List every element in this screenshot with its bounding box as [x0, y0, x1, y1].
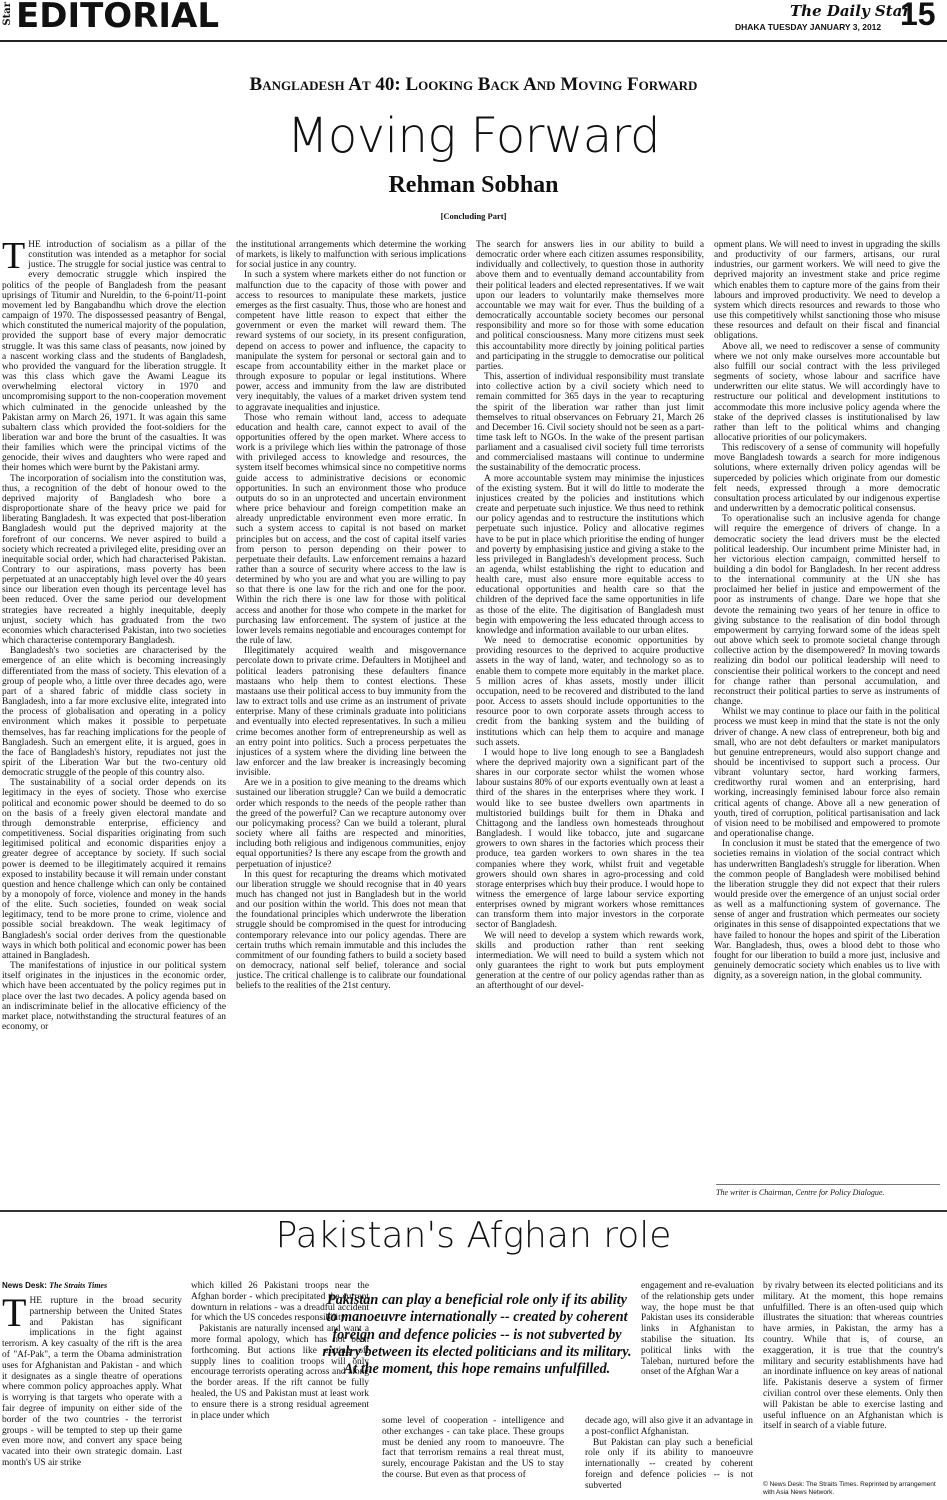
paragraph: the institutional arrangements which determine the working of markets, is likely to malfunction with serious implications for social justice in any country. — [236, 240, 466, 271]
paragraph: The search for answers lies in our ability to build a democratic order where each citizen assumes responsibility, individually and collectively, to question those in authority above them and to eventually demand accountability from their political leaders and elected representatives. If we wait upon our leaders to voluntarily make themselves more accountable we may wait for ever. Thus the building of a democratically accountable society becomes our personal responsibility and more so for those with some education and political consciousness. Many more citizens must seek this accountability more directly by joining political parties and participating in the struggle to democratise our political parties. — [476, 240, 704, 372]
paragraph: Whilst we may continue to place our faith in the political process we must keep in mind that the state is not the only driver of change. A new class of entrepreneur, both big and small, who are not debt defaulters or market manipulators but genuine entrepreneurs, would also support change and should be incentivised to support such a process. Our vibrant voluntary sector, hard working farmers, creditworthy rural women and an enterprising, hard working, increasingly feminised labour force also remain critical agents of change. Above all a new generation of youth, tired of corruption, political partisanisation and lack of vision need to be mobilised and empowered to promote and operationalise change. — [714, 707, 940, 840]
article-column-1 — [2, 240, 226, 1205]
series-kicker: Bangladesh At 40: Looking Back And Moving Forward — [249, 74, 698, 95]
paragraph: Those who remain without land, access to adequate education and health care, cannot expect to avail of the opportunities offered by the open market. Where access to work is a privilege which lies within the patronage of those with privileged access to knowledge and resources, the system itself becomes whimsical since no competitive norms guide access to administrative decisions or economic opportunities. In such an environment those who produce outputs do so in an unprotected and uncertain environment where price behaviour and foreign competition make an already unpredictable environment even more erratic. In such a system access to capital is not based on market principles but on access, and the cost of capital itself varies from person to person depending on their power to perpetuate their defaults. Law enforcement remains a hazard rather than a source of security where access to the law is determined by who you are and what you are willing to pay so that there is one law for the rich and one for the poor. Within the rich there is one law for those with political access and another for those who compete in the market for purchasing law enforcement. The system of justice at the lower levels remains negotiable and encourages contempt for the rule of law. — [236, 412, 466, 647]
paragraph: This rediscovery of a sense of community will hopefully move Bangladesh towards a search for more indigenous solutions, where externally driven policy agendas will be superceded by policies which originate from our domestic felt needs, expressed through a more democratic consultation process articulated by our indigenous expertise and underwritten by a democratic political consensus. — [714, 443, 940, 515]
desk-source: The Straits Times — [49, 1281, 108, 1290]
paragraph: This, assertion of individual responsibility must translate into collective action by a civil society which need to remain committed for 365 days in the year to recapturing the spirit of the liberation war rather than just limit themselves to ritual observances on February 21, March 26 and December 16. Civil society should not be seen as a part-time task left to NGOs. In the wake of the present partisan parliament and a casualised civil society full time terrorists and commercialised mastaans will continue to undermine the sustainability of the democratic process. — [476, 372, 704, 474]
paragraph: Illegitimately acquired wealth and misgovernance percolate down to private crime. Defaulters in Motijheel and political leaders patronising these defaulters finance mastaans who help them to contest elections. These mastaans use their political access to buy immunity from the law to extract tolls and use crime as an instrument of private enterprise. Many of these criminals graduate into politicians and eventually into elected representatives. In such a milieu crime becomes another form of entrepreneurship as well as an entry point into politics. Such a process perpetuates the injustices of a system where the dividing line between the law enforcer and the law breaker is increasingly becoming invisible. — [236, 646, 466, 779]
newspaper-name: The Daily Star — [790, 2, 911, 20]
paragraph: HE introduction of socialism as a pillar of the constitution was intended as a metaphor for social justice. The struggle for social justice was central to every democratic struggle which inspired the politics of the people of Bangladesh from the peasant uprisings of Titumir and Nureldin, to the 6-point/11-point movement led by Bangabandhu which drove the election campaign of 1970. The dispossessed peasantry of Bengal, which constituted the numerical majority of the population, provided the support base of every major democratic struggle. It was this same class of peasants, now joined by a nascent working class and the students of Bangladesh, who provided the vanguard for the liberation struggle. It was this class which gave the Awami League its overwhelming electoral victory in 1970 and uncompromising support to the non-cooperation movement which culminated in the genocide unleashed by the Pakistan army on March 26, 1971. It was again this same subaltern class which provided the foot-soldiers for the liberation war and bore the brunt of the casualties. It was their families which were the principal victims of the genocide, their wives and daughters who were raped and their homes which were burnt by the Pakistani army. — [2, 240, 226, 474]
paragraph: engagement and re-evaluation of the relationship gets under way, the hope must be that Pakistan uses its considerable links in Afghanistan to stabilise the situation. Its political links with the Taleban, nurtured before the onset of the Afghan War a — [641, 1281, 754, 1378]
article-headline: Moving Forward — [286, 108, 661, 164]
paragraph: The sustainability of a social order depends on its legitimacy in the eyes of society. Those who exercise political and economic power should be deemed to do so on the basis of a freely given electoral mandate and through demonstrable enterprise, efficiency and competitiveness. Social disparities originating from such legitimised political and economic disparities enjoy a greater degree of acceptance by society. If such social power is deemed to be illegitimately acquired it remains exposed to instability because it will remain under constant question and hence challenge which can only be contained by a monopoly of force, violence and money in the hands of the elite. Such societies, founded on weak social legitimacy, tend to be more prone to crime, violence and possible social breakdown. The weak legitimacy of Bangladesh's social order derives from the questionable ways in which both political and economic power has been attained in Bangladesh. — [2, 778, 226, 961]
article2-column-4 — [585, 1416, 753, 1500]
article2-column-3 — [382, 1416, 564, 1500]
paragraph: Pakistanis are naturally incensed and want a more formal apology, which has not been forthcoming. But actions like cutting off supply lines to coalition troops will only encourage terrorists operating across and along the border areas. If the rift cannot be fully healed, the US and Pakistan must at least work to ensure there is a strong residual agreement in place under which — [191, 1324, 369, 1421]
paragraph: In this quest for recapturing the dreams which motivated our liberation struggle we should recognise that in 40 years much has changed not just in Bangladesh but in the world and our position within the world. This does not mean that the foundational principles which underwrote the liberation struggle should be compromised in the quest for introducing contemporary relevance into our policy agendas. There are certain truths which remain immutable and this includes the commitment of our founding fathers to build a society based on democracy, national self belief, tolerance and social justice. The critical challenge is to calibrate our foundational beliefs to the realities of the 21st century. — [236, 869, 466, 992]
paragraph: In such a system where markets either do not function or malfunction due to the capacity of those with power and access to resources to manipulate these markets, justice emerges as the first casualty. Thus, those who are honest and competent have little reason to expect that either the government or even the market will reward them. The reward systems of our society, in its present configuration, depend on access to power and influence, the capacity to manipulate the system for personal or sectoral gain and to escape from accountability either in the market place or through exposure to popular or legal institutions. Where power, access and immunity from the law are distributed very inequitably, the values of a market driven system tend to aggravate inequalities and injustice. — [236, 270, 466, 413]
paragraph: which killed 26 Pakistani troops near the Afghan border - which precipitated the current downturn in relations - was a dreadful accident for which the US concedes responsibility. — [191, 1281, 369, 1324]
paragraph: I would hope to live long enough to see a Bangladesh where the deprived majority own a significant part of the shares in our corporate sector whilst the women whose labour sustains 80% of our exports eventually own at least a third of the shares in the enterprises where they work. I would like to see bustee dwellers own apartments in multistoried buildings built for them in Dhaka and Chittagong and the landless own homesteads throughout Bangladesh. I would like tobacco, jute and sugarcane growers to own shares in the factories which process their produce, tea garden workers to own shares in the tea companies where they work, whilst fruit and vegetable growers should own shares in agro-processing and cold storage enterprises which buy their produce. I would hope to witness the emergence of large labour service exporting enterprises owned by migrant workers whose remittances can transform them into major investors in the corporate sector of Bangladesh. — [476, 747, 704, 931]
paragraph: In conclusion it must be stated that the emergence of two societies remains in violation of the social contract which has underwritten Bangladesh's struggle for liberation. When the common people of Bangladesh were mobilised behind the liberation struggle they did not expect that their rulers would preside over the emergence of an unjust social order as well as a malfunctioning system of governance. The sense of anger and frustration which permeates our society originates in this sense of disappointed expectations that we have failed to honour the hopes and spirit of the Liberation War. Bangladesh, thus, owes a blood debt to those who fought for our liberation to build a more just, inclusive and genuinely democratic society which enables us to live with dignity, as a sovereign nation, in the global community. — [714, 839, 940, 982]
article-column-4 — [714, 240, 940, 1178]
paragraph: The incorporation of socialism into the constitution was, thus, a recognition of the debt of honour owed to the deprived majority of Bangladesh who bore a disproportionate share of the heavy price we paid for liberating Bangladesh. It was expected that post-liberation Bangladesh would put the deprived majority at the forefront of our concerns. We never aspired to build a society which recreated a privileged elite, presiding over an inequitable social order, which had characterised Pakistan. Contrary to our aspirations, mass poverty has been perpetuated at an unacceptably high level over the 40 years since our liberation even though its percentage level has been reduced. Over the same period our development strategies have recreated a highly inequitable, deeply unjust, society which has graduated from the two economies which characterised Pakistan, into two societies which characterise contemporary Bangladesh. — [2, 473, 226, 647]
paragraph: opment plans. We will need to invest in upgrading the skills and productivity of our farmers, artisans, our rural industries, our garment workers. We will need to give the deprived majority an investment stake and price regime which enables them to capture more of the gains from their labours and improved productivity. We need to develop a system which directs resources and rewards to those who use this competitively whilst sanctioning those who misuse these resources and default on their fiscal and financial obligations. — [714, 240, 940, 342]
paragraph: A more accountable system may minimise the injustices of the existing system. But it will do little to moderate the injustices created by the policies and institutions which create and perpetuate such injustice. We thus need to rethink our policy agendas and to restructure the institutions which perpetuate such injustice. Policy and allocative regimes have to be put in place which prioritise the ending of hunger and poverty by emphasising justice and giving a stake to the less privileged in Bangladesh's development process. Such an agenda, whilst establishing the right to education and health care, must also ensure more equitable access to educational opportunities and health care so that the children of the deprived face the same opportunities in life as those of the elite. The digitisation of Bangladesh must begin with empowering the less educated through access to knowledge and information available to our urban elites. — [476, 473, 704, 636]
star-tag: Star — [2, 2, 13, 26]
paragraph: some level of cooperation - intelligence and other exchanges - can take place. These groups must be denied any room to manoeuvre. The fact that terrorism remains a real threat must, surely, encourage Pakistan and the US to stay the course. But even as that process of — [382, 1416, 564, 1480]
article2-column-4-top — [641, 1281, 754, 1416]
author-note: The writer is Chairman, Centre for Policy Dialogue. — [716, 1184, 940, 1197]
paragraph: We need to democratise economic opportunities by providing resources to the deprived to acquire productive assets in the way of land, water, and technology so as to enable them to compete more equitably in the market place. 5 million acres of khas assets, mostly under illicit occupation, need to be recovered and distributed to the land poor. Access to assets should include opportunities to the resource poor to own corporate assets through access to credit from the banking system and the building of institutions which can help them to acquire and manage such assets. — [476, 636, 704, 748]
drop-cap-2: T — [2, 1296, 27, 1335]
paragraph: To operationalise such an inclusive agenda for change will require the emergence of drivers of change. In a democratic society the lead drivers must be the elected political leadership. Our incumbent prime Minister had, in her victorious election campaign, committed herself to building a din bodol for Bangladesh. In her recent address to the international community at the UN she has proclaimed her belief in justice and empowerment of the poor as instruments of change. Dare we hope that she devote the remaining two years of her tenure in office to giving substance to the realisation of din bodol through empowerment by carrying forward some of the ideas spelt out above which seek to promote societal change through collective action by the disempowered? In moving towards realizing din bodol our political leadership will need to conscientise their political workers to the concept and need for change rather than personal accumulation, and reconstruct their political parties to serve as instruments of change. — [714, 514, 940, 708]
article2-column-1 — [2, 1296, 182, 1499]
paragraph: We will need to develop a system which rewards work, skills and production rather than rent seeking intermediation. We will need to build a system which not only guarantees the right to work but puts employment generation at the centre of our policy agendas rather than as an afterthought of our devel- — [476, 930, 704, 992]
page-number: 15 — [900, 0, 936, 32]
paragraph: But Pakistan can play such a beneficial role only if its ability to manoeuvre internationally -- created by coherent foreign and defence policies -- is not subverted — [585, 1437, 753, 1491]
desk-label: News Desk: — [2, 1281, 47, 1290]
article-column-2 — [236, 240, 466, 1205]
issue-date: DHAKA TUESDAY JANUARY 3, 2012 — [735, 22, 882, 32]
masthead — [0, 0, 947, 42]
paragraph: HE rupture in the broad security partnership between the United States and Pakistan has significant implications in the fight against terrorism. A key casualty of the rift is the area of "Af-Pak", a term the Obama administration uses for Afghanistan and Pakistan - and which it designates as a single theatre of operations where common policy approaches apply. What is worrying is that targets who operate with a fair degree of impunity on either side of the border of the two countries - the terrorist groups - will be tempted to step up their game even more now, and convert any space being vacated into their own strategic domain. Last month's US air strike — [2, 1296, 182, 1468]
paragraph: decade ago, will also give it an advantage in a post-conflict Afghanistan. — [585, 1416, 753, 1437]
author-byline: Rehman Sobhan — [388, 172, 559, 198]
section-divider — [0, 1210, 947, 1212]
news-desk-credit — [2, 1281, 107, 1290]
paragraph: The manifestations of injustice in our political system itself originates in the injustices in the economic order, which have been accentuated by the policy regimes put in place over the last two decades. A policy agenda based on an indiscriminate belief in the allocative efficiency of the market place, notwithstanding the structural features of an economy, or — [2, 961, 226, 1033]
paragraph: by rivalry between its elected politicians and its military. At the moment, this hope remains unfulfilled. There is an often-used quip which illustrates the situation: that whereas countries have armies, in Pakistan, the army has a country. While that is, of course, an exaggeration, it is true that the country's military and security establishments have had an inordinate influence on key areas of national life. Pakistanis deserve a system of firmer civilian control over these elements. Only then will Pakistan be able to exercise lasting and useful influence on an Afghanistan which is itself in search of a viable future. — [763, 1281, 943, 1432]
part-note: [Concluding Part] — [440, 211, 507, 221]
paragraph: Bangladesh's two societies are characterised by the emergence of an elite which is becoming increasingly differentiated from the mass of society. This elevation of a group of people who, a little over three decades ago, were part of a shared fabric of middle class society in Bangladesh, into a far more exclusive elite, integrated into the process of globalisation and operating in a policy environment which makes it possible to perpetuate themselves, has far reaching implications for the people of Bangladesh. Such an emergent elite, it is argued, goes in the face of Bangladesh's history, repudiates not just the spirit of the Liberation War but the two-century old democratic struggle of the people of this country also. — [2, 646, 226, 779]
pull-quote: Pakistan can play a beneficial role only if its ability to manoeuvre internationally -- created by coherent foreign and defence policies -- is not subverted by rivalry between its elected politicians and its military. At the moment, this hope remains unfulfilled. — [322, 1292, 632, 1378]
drop-cap: T — [2, 240, 26, 277]
section-title: EDITORIAL — [16, 0, 220, 36]
reprint-credit: © News Desk: The Straits Times. Reprinted by arrangement with Asia News Network. — [763, 1481, 936, 1496]
article-column-3 — [476, 240, 704, 1205]
paragraph: Are we in a position to give meaning to the dreams which sustained our liberation struggle? Can we build a democratic order which responds to the needs of the people rather than the greed of the powerful? Can we recapture autonomy over our policymaking process? Can we build a tolerant, plural society where all faiths are respected and minorities, including both religious and indigenous communities, enjoy equal opportunities? Is there any escape from the growth and perpetuation of injustice? — [236, 778, 466, 870]
second-headline: Pakistan's Afghan role — [275, 1215, 672, 1256]
paragraph: Above all, we need to rediscover a sense of community where we not only make ourselves more accountable but also fulfill our social contract with the less privileged segments of society, whose labour and sacrifice have underwritten our elite status. We will accordingly have to restructure our political and development institutions to accommodate this more inclusive policy agenda where the stake of the deprived classes is institutionalised by law rather than left to the political whims and changing allocative priorities of our policymakers. — [714, 341, 940, 443]
article2-column-5 — [763, 1281, 943, 1480]
